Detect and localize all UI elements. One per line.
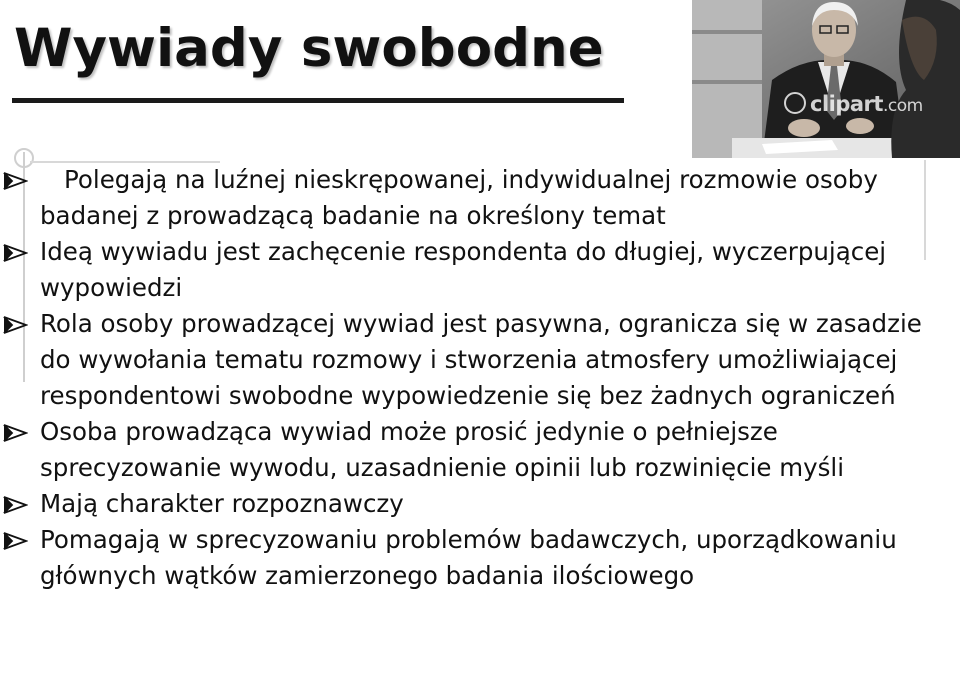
list-item (0, 234, 960, 306)
list-item (0, 306, 960, 414)
list-item (0, 486, 960, 522)
bullet-text: Rola osoby prowadzącej wywiad jest pasywna, ogranicza się w zasadzie do wywołania tematu rozmowy i stworzenia atmosfery umożliwiającej respondentowi swobodne wypowiedzenie się bez żadnych ograniczeń (40, 309, 922, 410)
clipart-watermark (784, 92, 923, 116)
interview-photo (692, 0, 960, 158)
list-item (0, 522, 960, 594)
bullet-text: Pomagają w sprecyzowaniu problemów badawczych, uporządkowaniu głównych wątków zamierzonego badania ilościowego (40, 525, 897, 590)
arrow-bullet-icon (2, 171, 28, 191)
list-item (0, 162, 960, 234)
bullet-text: Mają charakter rozpoznawczy (40, 489, 404, 518)
clipart-logo-icon (784, 92, 806, 114)
arrow-bullet-icon (2, 243, 28, 263)
title-underline (12, 98, 624, 103)
arrow-bullet-icon (2, 495, 28, 515)
watermark-suffix: .com (882, 96, 923, 116)
bullet-text: Ideą wywiadu jest zachęcenie respondenta do długiej, wyczerpującej wypowiedzi (40, 237, 887, 302)
list-item (0, 414, 960, 486)
bullet-text: Polegają na luźnej nieskrępowanej, indywidualnej rozmowie osoby badanej z prowadzącą badanie na określony temat (40, 165, 878, 230)
arrow-bullet-icon (2, 315, 28, 335)
slide-title: Wywiady swobodne (14, 18, 604, 79)
people-interview-photo-icon (692, 0, 960, 158)
arrow-bullet-icon (2, 423, 28, 443)
bullet-list (0, 162, 960, 594)
watermark-text: clipart (810, 92, 883, 116)
arrow-bullet-icon (2, 531, 28, 551)
bullet-text: Osoba prowadząca wywiad może prosić jedynie o pełniejsze sprecyzowanie wywodu, uzasadnienie opinii lub rozwinięcie myśli (40, 417, 845, 482)
